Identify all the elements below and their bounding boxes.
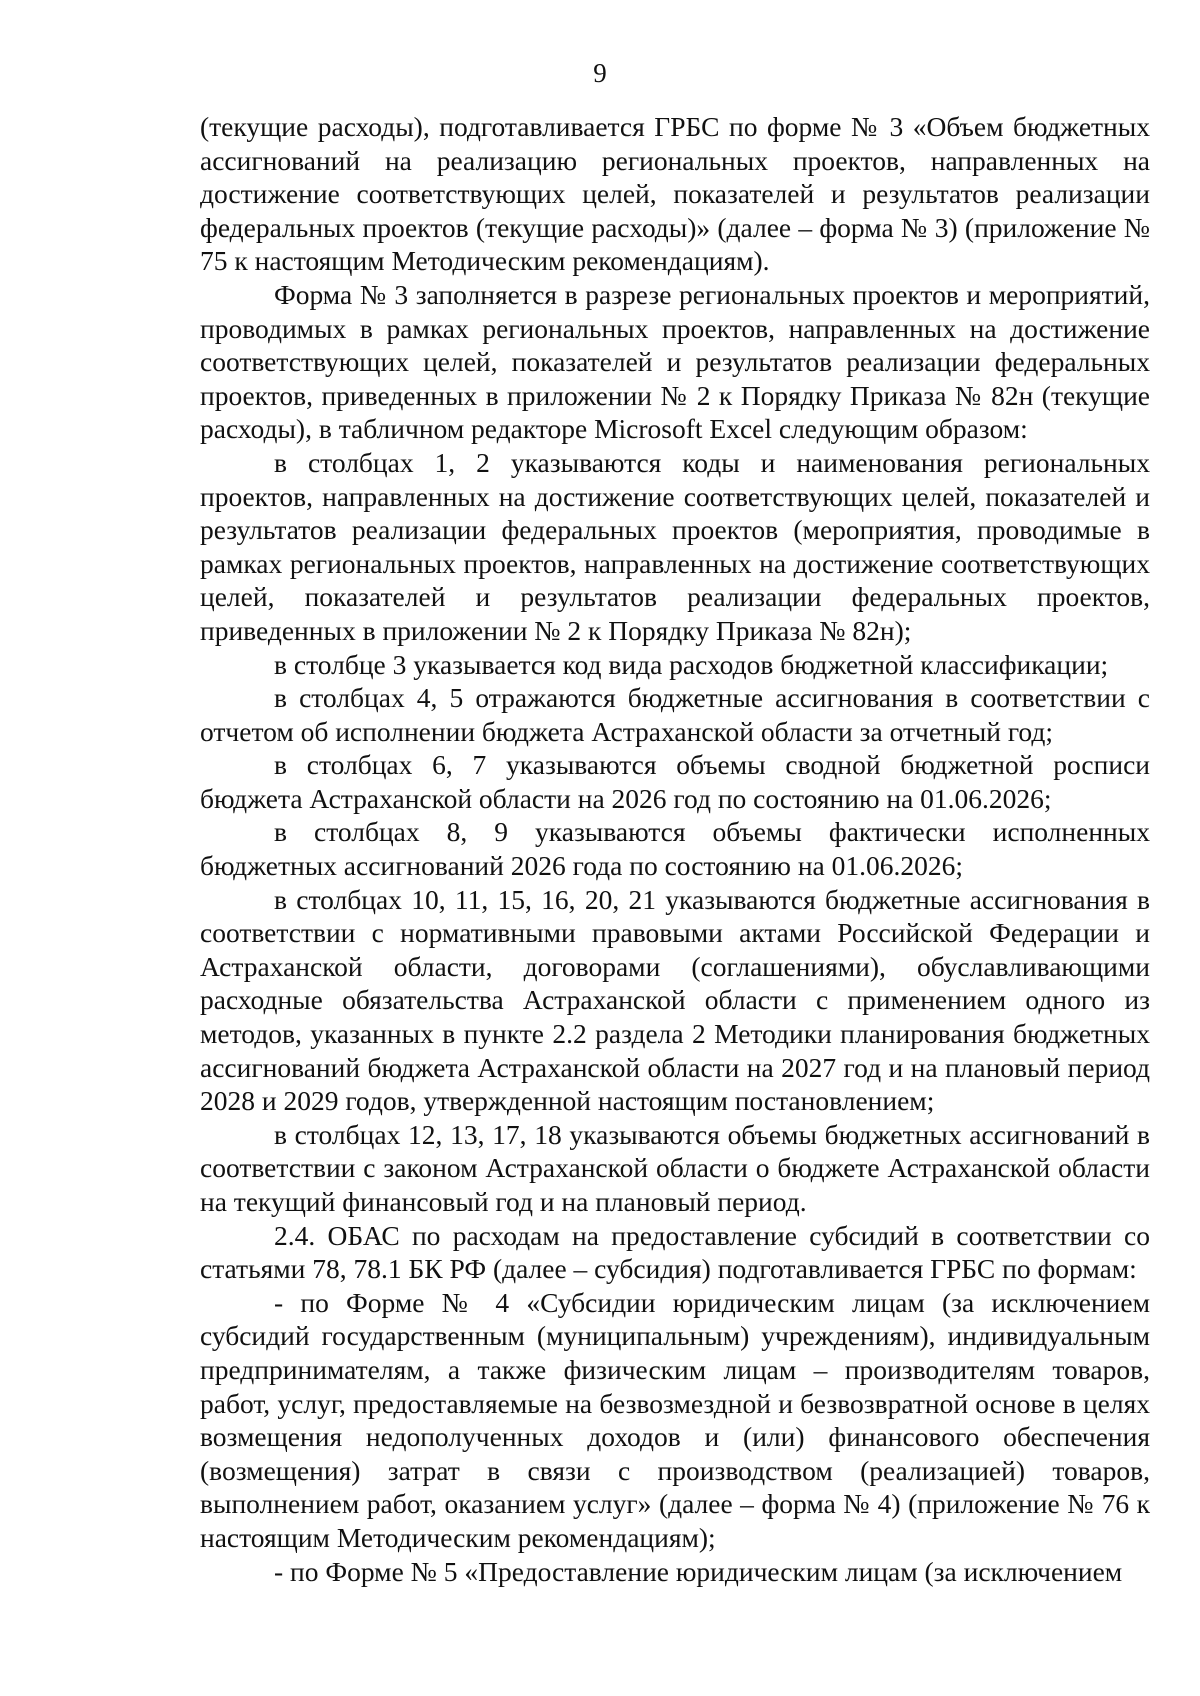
- paragraph-columns-6-7: в столбцах 6, 7 указываются объемы сводной бюджетной росписи бюджета Астраханской области на 2026 год по состоянию на 01.06.2026;: [200, 749, 1150, 814]
- paragraph-section-2-4: 2.4. ОБАС по расходам на предоставление субсидий в соответствии со статьями 78, 78.1 БК РФ (далее – субсидия) подготавливается ГРБС по формам:: [200, 1219, 1150, 1285]
- paragraph-columns-10-21: в столбцах 10, 11, 15, 16, 20, 21 указываются бюджетные ассигнования в соответствии с нормативными правовыми актами Российской Федерации и Астраханской области, договорами (соглашениями), обуславливающими расходные обязательства Астраханской области с применением одного из методов, указанных в пункте 2.2 раздела 2 Методики планирования бюджетных ассигнований бюджета Астраханской области на 2027 год и на плановый период 2028 и 2029 годов, утвержденной настоящим постановлением;: [200, 883, 1150, 1117]
- paragraph-columns-12-18: в столбцах 12, 13, 17, 18 указываются объемы бюджетных ассигнований в соответствии с законом Астраханской области о бюджете Астраханской области на текущий финансовый год и на плановый период.: [200, 1118, 1150, 1217]
- paragraph-form5: - по Форме № 5 «Предоставление юридическим лицам (за исключением: [274, 1555, 1123, 1587]
- paragraph-columns-4-5: в столбцах 4, 5 отражаются бюджетные ассигнования в соответствии с отчетом об исполнении бюджета Астраханской области за отчетный год;: [200, 682, 1150, 747]
- paragraph-form4: - по Форме № 4 «Субсидии юридическим лицам (за исключением субсидий государственным (муниципальным) учреждениям), индивидуальным предпринимателям, а также физическим лицам – производителям товаров, работ, услуг, предоставляемые на безвозмездной и безвозвратной основе в целях возмещения недополученных доходов и (или) финансового обеспечения (возмещения) затрат в связи с производством (реализацией) товаров, выполнением работ, оказанием услуг» (далее – форма № 4) (приложение № 76 к настоящим Методическим рекомендациям);: [200, 1286, 1150, 1553]
- document-body: [200, 110, 1150, 1588]
- paragraph-columns-1-2: в столбцах 1, 2 указываются коды и наименования региональных проектов, направленных на достижение соответствующих целей, показателей и результатов реализации федеральных проектов (мероприятия, проводимые в рамках региональных проектов, направленных на достижение соответствующих целей, показателей и результатов реализации федеральных проектов, приведенных в приложении № 2 к Порядку Приказа № 82н);: [200, 446, 1150, 646]
- paragraph-form3-description: Форма № 3 заполняется в разрезе региональных проектов и мероприятий, проводимых в рамках региональных проектов, направленных на достижение соответствующих целей, показателей и результатов реализации федеральных проектов, приведенных в приложении № 2 к Порядку Приказа № 82н (текущие расходы), в табличном редакторе Microsoft Excel следующим образом:: [200, 278, 1150, 445]
- page-number: 9: [593, 58, 607, 88]
- paragraph-column-3: в столбце 3 указывается код вида расходов бюджетной классификации;: [274, 648, 1109, 680]
- paragraph-continuation: (текущие расходы), подготавливается ГРБС по форме № 3 «Объем бюджетных ассигнований на реализацию региональных проектов, направленных на достижение соответствующих целей, показателей и результатов реализации федеральных проектов (текущие расходы)» (далее – форма № 3) (приложение № 75 к настоящим Методическим рекомендациям).: [200, 111, 1150, 277]
- paragraph-columns-8-9: в столбцах 8, 9 указываются объемы фактически исполненных бюджетных ассигнований 2026 года по состоянию на 01.06.2026;: [200, 816, 1150, 882]
